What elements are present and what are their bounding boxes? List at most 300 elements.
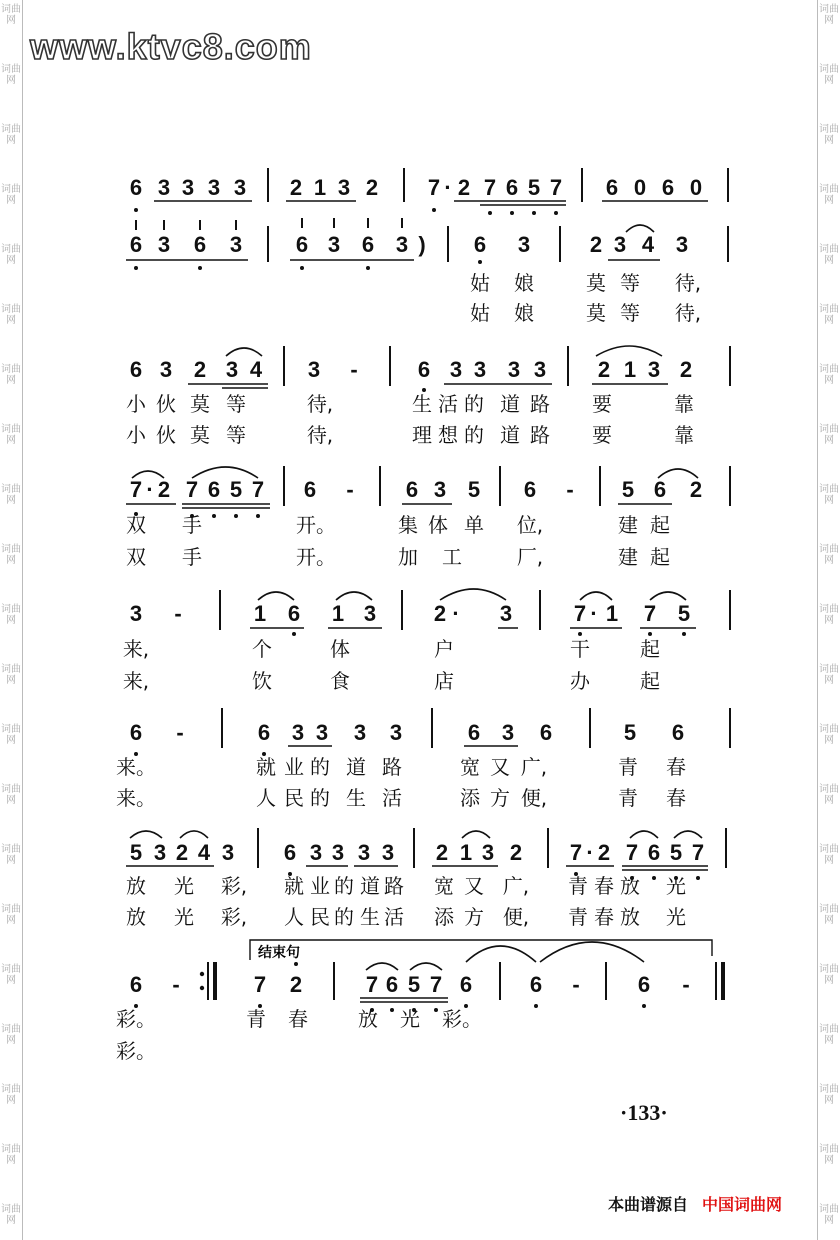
note: 3 [395, 232, 409, 257]
note: 3 [153, 840, 167, 865]
border-glyph: 词曲网 [1, 244, 21, 266]
border-glyph: 词曲网 [819, 604, 839, 626]
lyric: 莫 [190, 392, 210, 416]
note: 5 [129, 840, 143, 865]
lyric: 起 [640, 637, 660, 661]
lyric: 的 [310, 786, 330, 810]
note: 3 [229, 232, 243, 257]
lyric: 活 [384, 905, 404, 929]
note: 7 [573, 601, 587, 626]
border-glyph: 词曲网 [1, 784, 21, 806]
note: 3 [159, 357, 173, 382]
border-glyph: 词曲网 [1, 184, 21, 206]
note: 2 [289, 972, 303, 997]
note: 3 [157, 232, 171, 257]
note: 6 [129, 720, 143, 745]
octave-dot [532, 211, 536, 215]
note: 3 [675, 232, 689, 257]
note: 7 [429, 972, 443, 997]
lyric: 食 [330, 669, 350, 693]
lyric: 又 [490, 755, 510, 779]
lyric: 开。 [296, 513, 336, 537]
note: 3 [337, 175, 351, 200]
lyric: 光 [666, 874, 686, 898]
note: 6 [647, 840, 661, 865]
page-number: ·133· [620, 1100, 668, 1125]
note: 6 [283, 840, 297, 865]
lyric: 放 [126, 905, 146, 929]
note: 3 [315, 720, 329, 745]
lyric: 娘 [514, 271, 534, 295]
note: 1 [331, 601, 345, 626]
lyric: 位, [516, 513, 544, 537]
note: 6 [671, 720, 685, 745]
note: 3 [291, 720, 305, 745]
lyric: 来, [122, 669, 150, 693]
border-glyph: 词曲网 [819, 304, 839, 326]
note: 5 [623, 720, 637, 745]
border-glyph: 词曲网 [1, 904, 21, 926]
octave-dot [432, 208, 436, 212]
lyric: 手 [182, 513, 202, 537]
lyric: 彩。 [116, 1007, 156, 1031]
lyric: 起 [650, 545, 670, 569]
note: 4 [197, 840, 211, 865]
note: 2 [365, 175, 379, 200]
note: 6 [385, 972, 399, 997]
note: 3 [517, 232, 531, 257]
lyric: 集 [398, 513, 418, 537]
lyric: 起 [640, 669, 660, 693]
border-glyph: 词曲网 [1, 424, 21, 446]
border-glyph: 词曲网 [1, 1204, 21, 1226]
slur [626, 225, 654, 232]
note: 6 [129, 232, 143, 257]
border-glyph: 词曲网 [1, 64, 21, 86]
lyric: 添 [460, 786, 480, 810]
lyric: 便, [520, 786, 548, 810]
note: 0 [689, 175, 703, 200]
border-glyph: 词曲网 [1, 364, 21, 386]
lyric: 添 [434, 905, 454, 929]
lyric: 双 [126, 513, 146, 537]
note: 7 [251, 477, 265, 502]
border-glyph: 词曲网 [1, 484, 21, 506]
lyric: 工 [442, 545, 462, 569]
octave-dot [134, 208, 138, 212]
note: 3 [507, 357, 521, 382]
lyric: 光 [666, 905, 686, 929]
lyric: 的 [334, 874, 354, 898]
lyric: 户 [434, 637, 454, 661]
note: 2 [457, 175, 471, 200]
note: 3 [473, 357, 487, 382]
score-system-6 [116, 708, 730, 810]
note: 3 [353, 720, 367, 745]
lyric: 活 [438, 392, 458, 416]
note: 3 [157, 175, 171, 200]
lyric: 伙 [156, 423, 176, 447]
lyric: 春 [666, 786, 686, 810]
border-glyph: 词曲网 [1, 1144, 21, 1166]
border-glyph: 词曲网 [819, 364, 839, 386]
note: 3 [233, 175, 247, 200]
border-glyph: 词曲网 [819, 484, 839, 506]
dash: - [176, 720, 184, 745]
border-glyph: 词曲网 [819, 1204, 839, 1226]
lyric: 体 [428, 513, 448, 537]
note: 2 [435, 840, 449, 865]
lyric: 娘 [514, 301, 534, 325]
note: 1 [459, 840, 473, 865]
lyric: 要 [592, 423, 612, 447]
note: 1 [313, 175, 327, 200]
note: 5 [527, 175, 541, 200]
note: 2 [193, 357, 207, 382]
note: 7 [185, 477, 199, 502]
note: 5 [229, 477, 243, 502]
note: 2 [157, 477, 171, 502]
lyric: 办 [570, 669, 590, 693]
lyric: 的 [334, 905, 354, 929]
lyric: 开。 [296, 545, 336, 569]
note: 6 [637, 972, 651, 997]
note: 4 [249, 357, 263, 382]
dash: - [682, 972, 690, 997]
octave-dot [510, 211, 514, 215]
lyric: 春 [288, 1007, 308, 1031]
note: 2 [597, 357, 611, 382]
note: 3 [481, 840, 495, 865]
lyric: 厂, [516, 545, 544, 569]
note: 5 [467, 477, 481, 502]
lyric: 彩。 [442, 1007, 482, 1031]
note: 6 [417, 357, 431, 382]
lyric: 手 [182, 545, 202, 569]
lyric: 姑 [470, 271, 490, 295]
border-glyph: 词曲网 [819, 964, 839, 986]
border-glyph: 词曲网 [1, 964, 21, 986]
lyric: 青 [618, 755, 638, 779]
border-glyph: 词曲网 [1, 664, 21, 686]
lyric: 广, [520, 755, 548, 779]
source-note [608, 1192, 782, 1215]
lyric: 伙 [156, 392, 176, 416]
note: 2 [589, 232, 603, 257]
lyric: 来, [122, 637, 150, 661]
lyric: 莫 [586, 271, 606, 295]
note: 6 [605, 175, 619, 200]
note: 1 [623, 357, 637, 382]
note: 6 [129, 175, 143, 200]
lyric: 路 [382, 755, 402, 779]
lyric: 彩。 [116, 1039, 156, 1063]
note: 6 [539, 720, 553, 745]
note: 6 [653, 477, 667, 502]
lyric: 的 [310, 755, 330, 779]
note: 3 [647, 357, 661, 382]
border-glyph: 词曲网 [819, 4, 839, 26]
lyric: 道 [360, 874, 380, 898]
border-glyph: 词曲网 [819, 904, 839, 926]
lyric: 来。 [116, 786, 156, 810]
lyric: 路 [384, 874, 404, 898]
note: 7 [643, 601, 657, 626]
lyric: 路 [530, 423, 550, 447]
lyric: 方 [490, 786, 510, 810]
lyric: 建 [618, 545, 638, 569]
lyric: 等 [226, 392, 246, 416]
border-glyph: 词曲网 [1, 604, 21, 626]
border-glyph: 词曲网 [1, 544, 21, 566]
close-paren: ) [418, 232, 426, 257]
lyric: 春 [666, 755, 686, 779]
note: 3 [433, 477, 447, 502]
lyric: 等 [226, 423, 246, 447]
lyric: 想 [438, 423, 458, 447]
note: 3 [613, 232, 627, 257]
lyric: 建 [618, 513, 638, 537]
note: 3 [221, 840, 235, 865]
note: 2 [289, 175, 303, 200]
note: 2 [597, 840, 611, 865]
note-dot: · [452, 601, 460, 626]
lyric: 理 [412, 423, 432, 447]
score-system-1 [130, 168, 728, 215]
note: 6 [505, 175, 519, 200]
note: 2 [509, 840, 523, 865]
note: 7 [483, 175, 497, 200]
note: 1 [253, 601, 267, 626]
lyric: 莫 [586, 301, 606, 325]
note: 3 [363, 601, 377, 626]
note: 6 [129, 972, 143, 997]
score-system-3 [126, 346, 730, 447]
dash: - [566, 477, 574, 502]
border-glyph: 词曲网 [819, 184, 839, 206]
lyric: 业 [310, 874, 330, 898]
note: 3 [307, 357, 321, 382]
note: 2 [433, 601, 447, 626]
lyric: 春 [594, 905, 614, 929]
score-system-5 [123, 589, 730, 693]
note: 6 [303, 477, 317, 502]
dash: - [350, 357, 358, 382]
lyric: 放 [126, 874, 146, 898]
note: 3 [331, 840, 345, 865]
note: 3 [381, 840, 395, 865]
border-glyph: 词曲网 [819, 664, 839, 686]
lyric: 便, [502, 905, 530, 929]
border-glyph: 词曲网 [819, 1144, 839, 1166]
ending-bracket [250, 940, 712, 960]
lyric: 人 [284, 905, 304, 929]
score-system-2 [126, 218, 728, 325]
note: 3 [499, 601, 513, 626]
note: 7 [253, 972, 267, 997]
lyric: 来。 [116, 755, 156, 779]
note: 3 [357, 840, 371, 865]
note: 2 [689, 477, 703, 502]
lyric: 饮 [252, 669, 272, 693]
lyric: 靠 [674, 392, 694, 416]
lyric: 生 [360, 905, 380, 929]
note: 4 [641, 232, 655, 257]
note: 6 [529, 972, 543, 997]
octave-dot-above [294, 962, 298, 966]
lyric: 的 [464, 423, 484, 447]
border-glyph: 词曲网 [819, 124, 839, 146]
note: 3 [309, 840, 323, 865]
note: 3 [533, 357, 547, 382]
lyric: 光 [400, 1007, 420, 1031]
score-system-7 [126, 828, 726, 929]
note: 6 [467, 720, 481, 745]
note-dot: · [146, 477, 154, 502]
lyric: 业 [284, 755, 304, 779]
note: 3 [449, 357, 463, 382]
lyric: 待, [306, 392, 334, 416]
note: 6 [257, 720, 271, 745]
lyric: 起 [650, 513, 670, 537]
note: 5 [677, 601, 691, 626]
lyric: 姑 [470, 301, 490, 325]
note: 7 [129, 477, 143, 502]
border-glyph: 词曲网 [1, 304, 21, 326]
note: 3 [501, 720, 515, 745]
note: 2 [175, 840, 189, 865]
border-glyph: 词曲网 [819, 844, 839, 866]
note: 0 [633, 175, 647, 200]
lyric: 活 [382, 786, 402, 810]
note: 6 [523, 477, 537, 502]
lyric: 个 [252, 637, 272, 661]
border-glyph: 词曲网 [1, 1084, 21, 1106]
dash: - [172, 972, 180, 997]
lyric: 青 [618, 786, 638, 810]
lyric: 等 [620, 271, 640, 295]
lyric: 青 [568, 905, 588, 929]
lyric: 小 [126, 392, 146, 416]
note: 3 [207, 175, 221, 200]
lyric: 放 [620, 874, 640, 898]
note: 7 [569, 840, 583, 865]
border-glyph: 词曲网 [819, 1084, 839, 1106]
border-glyph: 词曲网 [1, 724, 21, 746]
lyric: 彩, [220, 874, 248, 898]
source-site-link[interactable]: 中国词曲网 [702, 1195, 783, 1214]
lyric: 道 [500, 392, 520, 416]
note: 6 [193, 232, 207, 257]
lyric: 宽 [434, 874, 454, 898]
note: 3 [129, 601, 143, 626]
note: 2 [679, 357, 693, 382]
lyric: 彩, [220, 905, 248, 929]
note: 6 [661, 175, 675, 200]
note: 7 [625, 840, 639, 865]
border-glyph: 词曲网 [819, 424, 839, 446]
note-dot: · [444, 175, 452, 200]
lyric: 生 [346, 786, 366, 810]
note: 7 [549, 175, 563, 200]
note: 5 [669, 840, 683, 865]
border-glyph: 词曲网 [819, 544, 839, 566]
lyric: 民 [284, 786, 304, 810]
lyric: 莫 [190, 423, 210, 447]
lyric: 放 [358, 1007, 378, 1031]
lyric: 待, [306, 423, 334, 447]
octave-dot [488, 211, 492, 215]
lyric: 待, [674, 301, 702, 325]
note: 6 [361, 232, 375, 257]
lyric: 加 [398, 545, 418, 569]
border-glyph: 词曲网 [819, 244, 839, 266]
lyric: 靠 [674, 423, 694, 447]
note-dot: · [586, 840, 594, 865]
note: 3 [181, 175, 195, 200]
note: 6 [473, 232, 487, 257]
note: 5 [621, 477, 635, 502]
lyric: 体 [330, 637, 350, 661]
score-system-4 [126, 466, 730, 569]
lyric: 广, [502, 874, 530, 898]
source-prefix: 本曲谱源自 [608, 1195, 689, 1214]
lyric: 光 [174, 905, 194, 929]
lyric: 干 [570, 637, 590, 661]
lyric: 方 [464, 905, 484, 929]
dash: - [572, 972, 580, 997]
lyric: 放 [620, 905, 640, 929]
score-system-8 [116, 940, 723, 1063]
note: 6 [459, 972, 473, 997]
lyric: 路 [530, 392, 550, 416]
site-watermark: www.ktvc8.com [30, 26, 312, 67]
lyric: 道 [500, 423, 520, 447]
note: 5 [407, 972, 421, 997]
lyric: 又 [464, 874, 484, 898]
lyric: 双 [126, 545, 146, 569]
dash: - [346, 477, 354, 502]
note: 3 [225, 357, 239, 382]
dash: - [174, 601, 182, 626]
note: 7 [691, 840, 705, 865]
note: 6 [295, 232, 309, 257]
lyric: 道 [346, 755, 366, 779]
lyric: 小 [126, 423, 146, 447]
border-glyph: 词曲网 [819, 784, 839, 806]
note: 6 [405, 477, 419, 502]
lyric: 宽 [460, 755, 480, 779]
note: 7 [365, 972, 379, 997]
lyric: 就 [284, 874, 304, 898]
border-glyph: 词曲网 [1, 124, 21, 146]
border-glyph: 词曲网 [1, 844, 21, 866]
note-dot: · [590, 601, 598, 626]
note: 7 [427, 175, 441, 200]
octave-dot [554, 211, 558, 215]
lyric: 就 [256, 755, 276, 779]
note: 1 [605, 601, 619, 626]
lyric: 单 [464, 513, 484, 537]
lyric: 的 [464, 392, 484, 416]
note: 3 [389, 720, 403, 745]
border-glyph: 词曲网 [1, 1024, 21, 1046]
lyric: 待, [674, 271, 702, 295]
border-glyph: 词曲网 [819, 64, 839, 86]
note: 6 [207, 477, 221, 502]
lyric: 青 [246, 1007, 266, 1031]
lyric: 人 [256, 786, 276, 810]
